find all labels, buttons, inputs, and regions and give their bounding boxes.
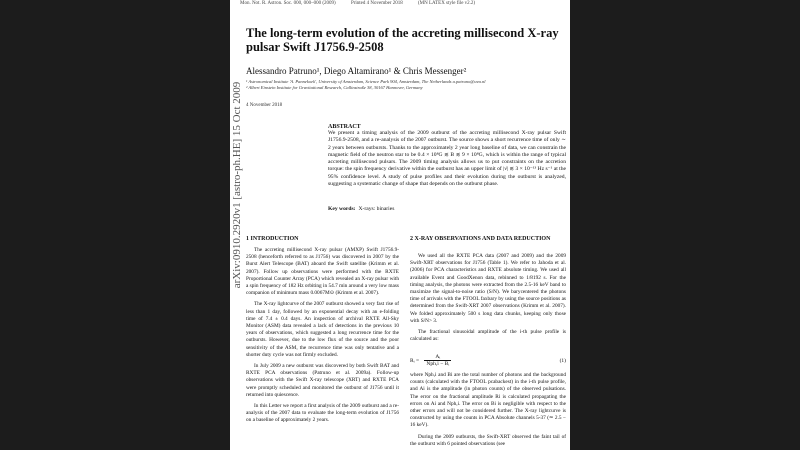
section-1-heading: 1 INTRODUCTION (246, 236, 299, 242)
abstract-text: We present a timing analysis of the 2009 outburst of the accreting millisecond X-ray pulsar Swift J1756.9-2508, and a re-analysis of the 2007 outburst. The source shows a short recurrence time of only ∼ 2 years between outbursts. Thanks to the approximately 2 year long baseline of data, we can constrain the magnetic field of the neutron star to be 0.4 × 10⁸G ≲ B ≲ 9 × 10⁸G, which is within the range of typical accreting millisecond pulsars. The 2009 timing analysis allows us to put constraints on the accretion torque: the spin frequency derivative within the outburst has an upper limit of |ν̇| ≲ 3 × 10⁻¹³ Hz s⁻¹ at the 95% confidence level. A study of pulse profiles and their evolution during the outburst is analyzed, suggesting a systematic change of shape that depends on the outburst phase. (328, 130, 566, 188)
running-header (240, 1, 489, 6)
arxiv-stamp-text: arXiv:0910.2920v1 [astro-ph.HE] 15 Oct 2009 (231, 81, 243, 289)
paragraph: During the 2009 outbursts, the Swift-XRT observed the faint tail of the outburst with 6 pointed observations (see (410, 433, 566, 447)
arxiv-stamp (230, 60, 244, 310)
style-file: (MN LATEX style file v2.2) (418, 1, 476, 6)
paragraph: where Nph,i and Bi are the total number of photons and the background counts (calculated with the FTOOL pcabackest) in the i-th pulse profile, and Ai is the amplitude (in photon counts) of the observed pulsations. The error on the fractional amplitude Ri is calculated propagating the errors on Ai and Nph,i. The error on Bi is negligible with respect to the other errors and will not be considered further. The X-ray lightcurve is constructed by using the counts in PCA Absolute channels 5-37 (≃ 2.5 − 16 keV). (410, 372, 566, 429)
submission-date: 4 November 2018 (246, 103, 283, 108)
paragraph: In July 2009 a new outburst was discovered by both Swift BAT and RXTE PCA observations (Patruno et al. 2009a). Follow-up observations with the Swift X-ray telescope (XRT) and RXTE PCA were promptly scheduled and monitored the outburst of J1756 until it returned into quiescence. (246, 363, 399, 398)
paragraph: The accreting millisecond X-ray pulsar (AMXP) Swift J1756.9-2508 (henceforth referred to as J1756) was discovered in 2007 by the Burst Alert Telescope (BAT) aboard the Swift satellite (Krimm et al. 2007). Follow up observations were performed with the RXTE Proportional Counter Array (PCA) which revealed an X-ray pulsar with a spin frequency of 182 Hz orbiting in 54.7 min around a very low mass companion of minimum mass 0.0067M⊙ (Krimm et al. 2007). (246, 247, 399, 297)
equation-numerator: Aᵢ (424, 354, 451, 361)
printed-date: Printed 4 November 2018 (350, 1, 403, 6)
journal-ref: Mon. Not. R. Astron. Soc. 000, 000–000 (2009) (240, 1, 336, 6)
paragraph: The fractional sinusoidal amplitude of the i-th pulse profile is calculated as: (410, 329, 566, 343)
equation-fraction (424, 354, 451, 367)
paper-page (230, 0, 570, 450)
keywords (328, 206, 394, 212)
affiliation-2: ² Albert Einstein Institute for Gravitational Research, Callinstraße 38, 30167 Hannover, Germany (246, 85, 423, 90)
equation-number: (1) (559, 358, 566, 364)
paragraph: The X-ray lightcurve of the 2007 outburst showed a very fast rise of less than 1 day, followed by an exponential decay with an e-folding time of 7.4 ± 0.4 days. An inspection of archival RXTE All-Sky Monitor (ASM) data revealed a lack of detections in the previous 10 years of observations, which suggested a long recurrence time for the outbursts. However, due to the low flux of the source and the poor sensitivity of the ASM, the recurrence time was only tentative and a shorter duty cycle was not firmly excluded. (246, 301, 399, 358)
author-list: Alessandro Patruno¹, Diego Altamirano¹ & Chris Messenger² (246, 66, 467, 76)
section-1-body (246, 247, 399, 429)
affiliation-1: ¹ Astronomical Institute 'A. Pannekoek', University of Amsterdam, Science Park 904, Amsterdam, The Netherlands a.patruno@uva.nl (246, 79, 486, 84)
equation-1 (410, 354, 566, 367)
keywords-text: X-rays: binaries (358, 206, 395, 212)
abstract-heading: ABSTRACT (328, 124, 361, 130)
section-2-heading: 2 X-RAY OBSERVATIONS AND DATA REDUCTION (410, 236, 551, 242)
keywords-label: Key words: (328, 206, 356, 212)
equation-lhs: Rᵢ = (410, 357, 420, 364)
equation-denominator: Nph,i − Bᵢ (426, 361, 450, 367)
paper-title: The long-term evolution of the accreting millisecond X-ray pulsar Swift J1756.9-2508 (246, 26, 559, 54)
section-2-body-continued (410, 372, 566, 450)
paragraph: We used all the RXTE PCA data (2007 and 2009) and the 2009 Swift-XRT observations for J1756 (Table 1). We refer to Jahoda et al. (2006) for PCA characteristics and RXTE absolute timing. We used all available Event and GoodXenon data, rebinned to 1/8192 s. For the timing analysis, the photons were extracted from the 2.5-16 keV band to maximize the signal-to-noise ratio (S/N). We barycentered the photons time of arrivals with the FTOOL faxbary by using the source positions as determined from the Swift-XRT 2007 observations (Krimm et al. 2007). We folded approximately 500 s long data chunks, keeping only those with S/N> 3. (410, 253, 566, 324)
section-2-body (410, 253, 566, 347)
paragraph: In this Letter we report a first analysis of the 2009 outburst and a re-analysis of the 2007 data to evaluate the long-term evolution of J1756 on a baseline of approximately 2 years. (246, 403, 399, 424)
